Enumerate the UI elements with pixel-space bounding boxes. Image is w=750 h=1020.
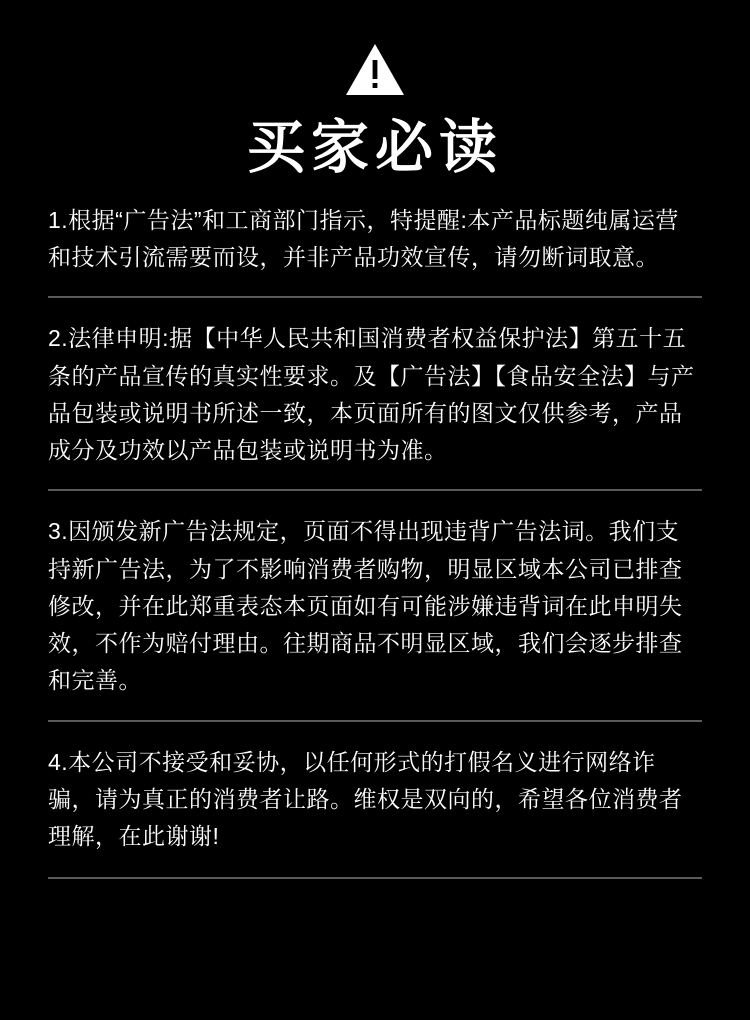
warning-icon-container	[48, 0, 702, 98]
section-divider-1	[48, 296, 702, 298]
notice-text-3: 3.因颁发新广告法规定，页面不得出现违背广告法词。我们支持新广告法，为了不影响消费者购物，明显区域本公司已排查修改，并在此郑重表态本页面如有可能涉嫌违背词在此申明失效，不作为赔付理由。往期商品不明显区域，我们会逐步排查和完善。	[48, 518, 683, 694]
notice-text-1: 1.根据“广告法”和工商部门指示，特提醒:本产品标题纯属运营和技术引流需要而设，并非产品功效宣传，请勿断词取意。	[48, 206, 679, 271]
notice-text-2: 2.法律申明:据【中华人民共和国消费者权益保护法】第五十五条的产品宣传的真实性要求。及【广告法】【食品安全法】与产品包装或说明书所述一致，本页面所有的图文仅供参考，产品成分及功效以产品包装或说明书为准。	[48, 325, 695, 464]
page-title: 买家必读	[246, 115, 503, 180]
warning-triangle-icon	[344, 42, 406, 98]
notice-section-2	[48, 320, 702, 469]
section-divider-3	[48, 720, 702, 722]
notice-section-3	[48, 513, 702, 699]
notice-section-1	[48, 202, 702, 277]
notice-section-4	[48, 744, 702, 856]
section-divider-4	[48, 877, 702, 879]
notice-text-4: 4.本公司不接受和妥协，以任何形式的打假名义进行网络诈骗，请为真正的消费者让路。维权是双向的，希望各位消费者理解，在此谢谢!	[48, 748, 683, 850]
section-divider-2	[48, 489, 702, 491]
notice-sections	[48, 202, 702, 880]
